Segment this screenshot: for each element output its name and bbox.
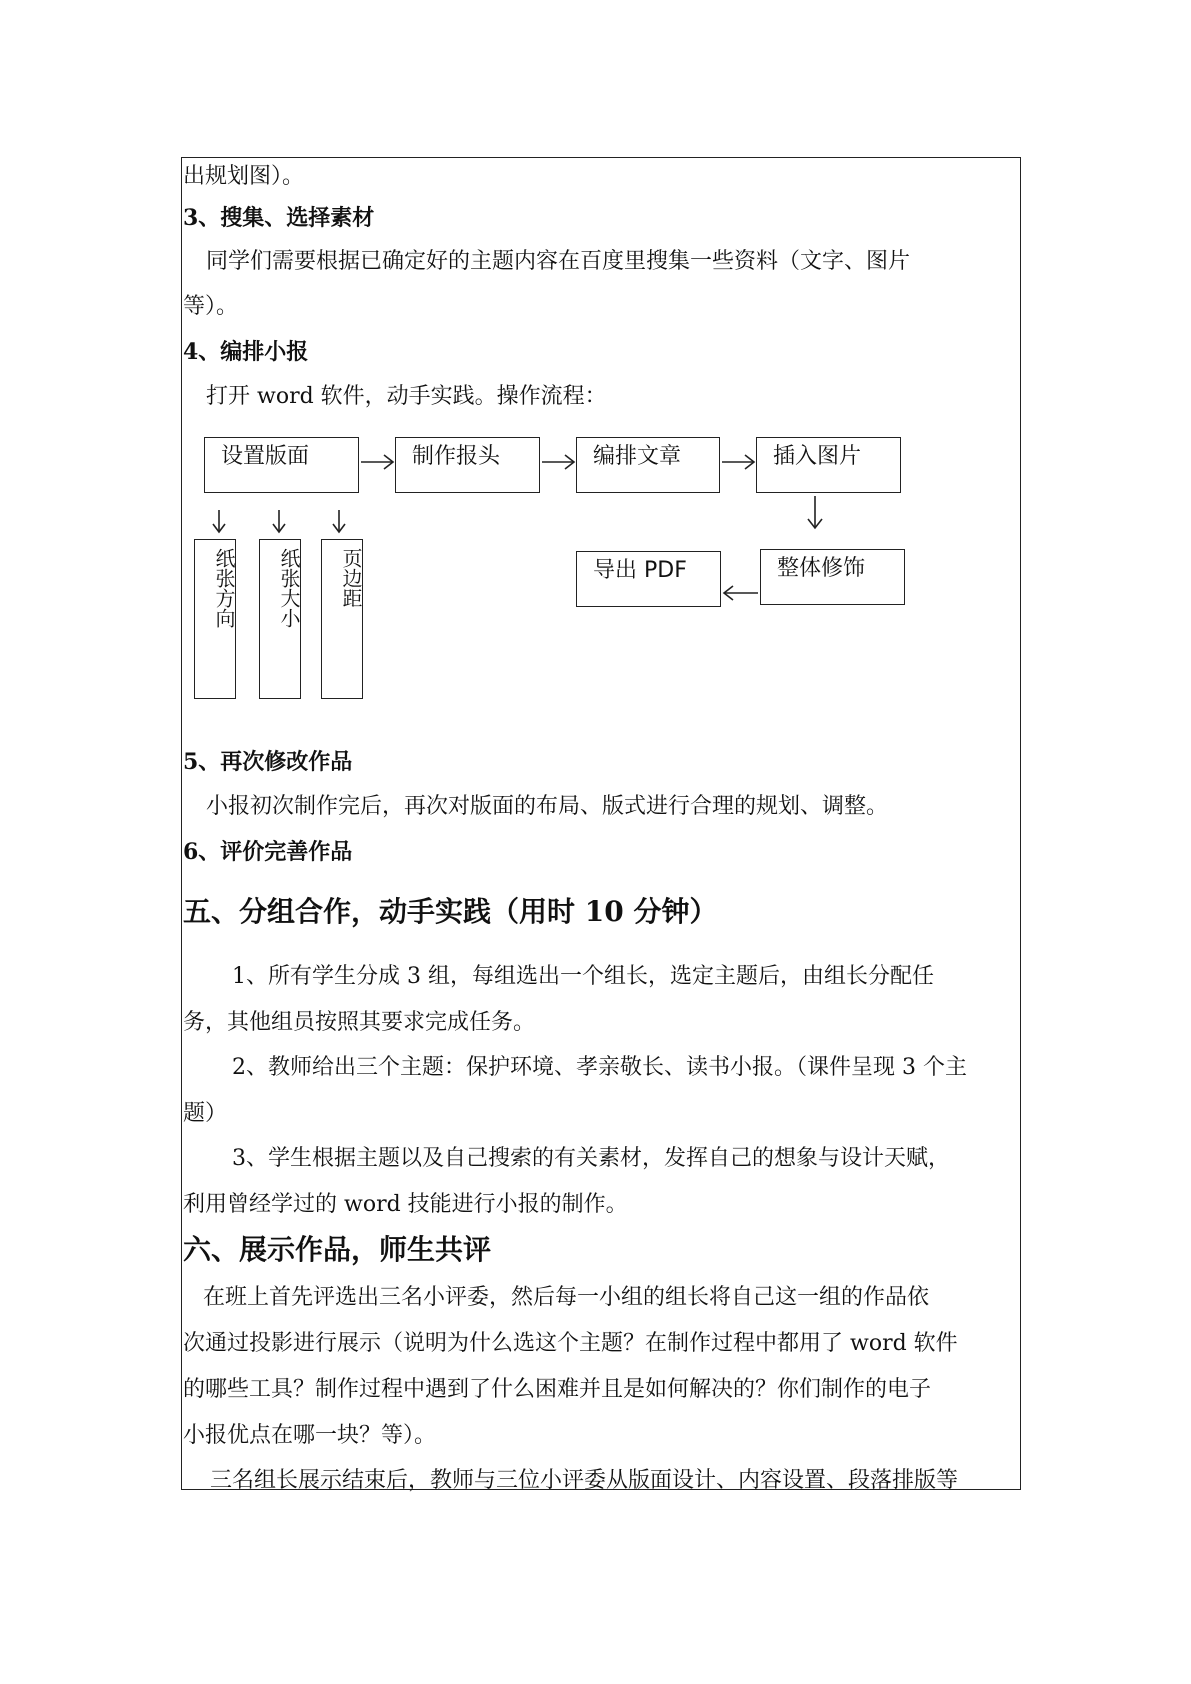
- text-line: 1、所有学生分成 3 组，每组选出一个组长，选定主题后，由组长分配任: [232, 964, 934, 989]
- text-line: 3、学生根据主题以及自己搜索的有关素材，发挥自己的想象与设计天赋，: [232, 1146, 950, 1171]
- text-line: 题）: [183, 1101, 228, 1126]
- text-line: 次通过投影进行展示（说明为什么选这个主题？在制作过程中都用了 word 软件: [183, 1331, 958, 1356]
- text-line: 等）。: [183, 294, 239, 319]
- flow-box-export-pdf: 导出 PDF: [576, 551, 721, 607]
- text-line: 利用曾经学过的 word 技能进行小报的制作。: [183, 1192, 628, 1217]
- section-heading-6: 六、展示作品，师生共评: [183, 1233, 492, 1266]
- flow-box-masthead: 制作报头: [395, 437, 540, 493]
- flow-sub-margins: 页边距: [321, 539, 363, 699]
- text-line: 2、教师给出三个主题：保护环境、孝亲敬长、读书小报。（课件呈现 3 个主: [232, 1055, 967, 1080]
- heading-step-5: 5、再次修改作品: [183, 749, 353, 775]
- text-line: 小报优点在哪一块？等）。: [183, 1423, 437, 1448]
- text-line: 打开 word 软件，动手实践。操作流程：: [206, 384, 607, 409]
- text-line: 小报初次制作完后，再次对版面的布局、版式进行合理的规划、调整。: [206, 794, 889, 819]
- text-line: 务，其他组员按照其要求完成任务。: [183, 1010, 536, 1035]
- heading-step-6: 6、评价完善作品: [183, 839, 353, 865]
- heading-step-3: 3、搜集、选择素材: [183, 205, 375, 231]
- section-heading-5: 五、分组合作，动手实践（用时 10 分钟）: [183, 895, 718, 928]
- flow-box-page-setup: 设置版面: [204, 437, 359, 493]
- heading-step-4: 4、编排小报: [183, 339, 309, 365]
- flow-box-insert-image: 插入图片: [756, 437, 901, 493]
- text-line: 在班上首先评选出三名小评委，然后每一小组的组长将自己这一组的作品依: [203, 1285, 930, 1310]
- text-line: 三名组长展示结束后，教师与三位小评委从版面设计、内容设置、段落排版等: [210, 1468, 959, 1493]
- text-line: 出规划图）。: [183, 164, 305, 189]
- text-line: 的哪些工具？制作过程中遇到了什么困难并且是如何解决的？你们制作的电子: [183, 1377, 932, 1402]
- flow-sub-paper-size: 纸张大小: [259, 539, 301, 699]
- text-line: 同学们需要根据已确定好的主题内容在百度里搜集一些资料（文字、图片: [206, 249, 911, 274]
- flow-box-decorate: 整体修饰: [760, 549, 905, 605]
- flow-box-edit-article: 编排文章: [576, 437, 720, 493]
- flow-sub-paper-orientation: 纸张方向: [194, 539, 236, 699]
